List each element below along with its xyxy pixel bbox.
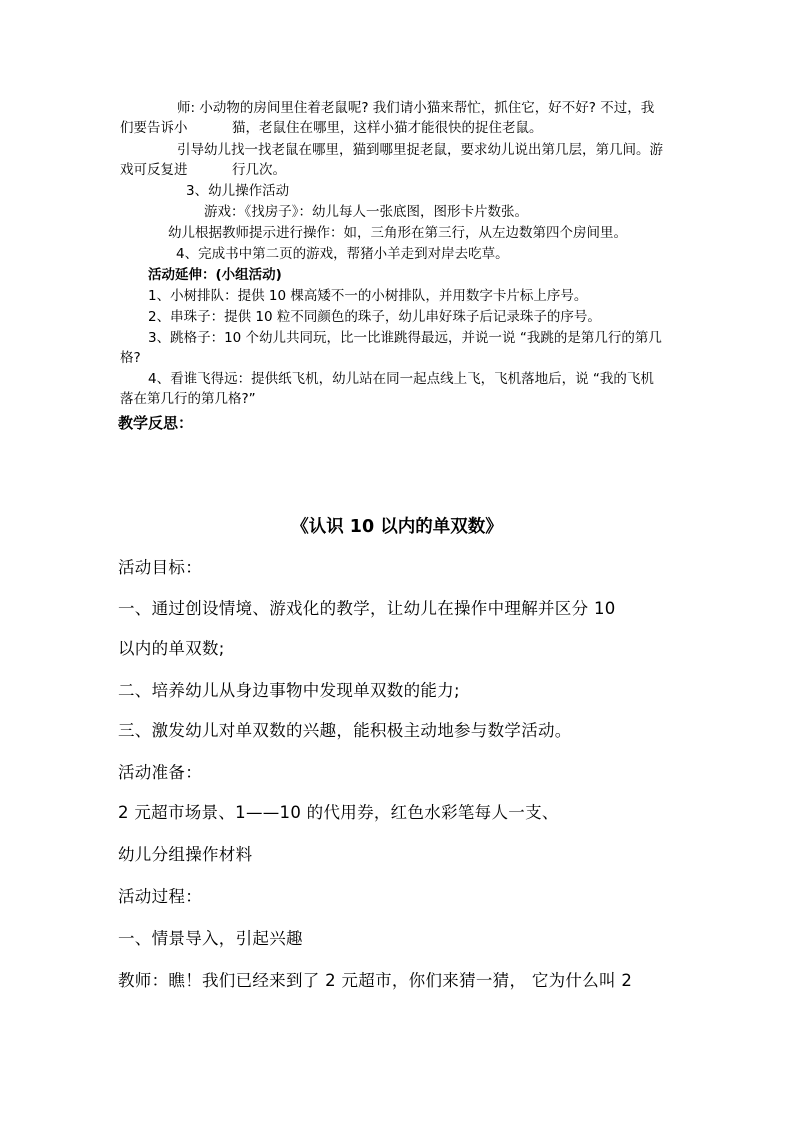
lesson-title: 《认识 10 以内的单双数》 [291, 517, 503, 537]
teacher-dialogue: 教师：瞧！我们已经来到了 2 元超市，你们来猜一猜， 它为什么叫 2 [118, 971, 633, 990]
extension-item-2: 2、串珠子：提供 10 粒不同颜色的珠子，幼儿串好珠子后记录珠子的序号。 [148, 309, 601, 325]
reflection-heading: 教学反思： [118, 414, 194, 432]
game-description: 游戏：《找房子》：幼儿每人一张底图，图形卡片数张。 [204, 204, 528, 220]
paragraph-teacher-line2a: 们要告诉小 [120, 120, 188, 136]
paragraph-guide-line2a: 戏可反复进 [120, 162, 188, 178]
process-heading: 活动过程： [118, 887, 202, 906]
preparation-item-2: 幼儿分组操作材料 [118, 845, 253, 864]
process-step-1: 一、情景导入，引起兴趣 [118, 929, 303, 948]
step-4-description: 4、完成书中第二页的游戏，帮猪小羊走到对岸去吃草。 [176, 246, 509, 262]
step-3-heading: 3、幼儿操作活动 [186, 183, 290, 199]
paragraph-guide-line2b: 行几次。 [232, 162, 286, 178]
goal-3: 三、激发幼儿对单双数的兴趣，能积极主动地参与数学活动。 [118, 721, 572, 740]
paragraph-teacher-line2b: 猫，老鼠住在哪里，这样小猫才能很快的捉住老鼠。 [232, 120, 543, 136]
goal-1-line2: 以内的单双数; [118, 639, 225, 658]
goals-heading: 活动目标： [118, 558, 202, 577]
paragraph-guide-line1: 引导幼儿找一找老鼠在哪里，猫到哪里捉老鼠，要求幼儿说出第几层，第几间。游 [177, 142, 663, 158]
extension-item-3-line1: 3、跳格子：10 个幼儿共同玩，比一比谁跳得最远，并说一说 “我跳的是第几行的第几 [148, 330, 662, 346]
paragraph-teacher-line1: 师: 小动物的房间里住着老鼠呢? 我们请小猫来帮忙，抓住它，好不好? 不过，我 [177, 100, 655, 116]
preparation-heading: 活动准备： [118, 763, 202, 782]
extension-heading: 活动延伸：(小组活动) [148, 267, 282, 283]
goal-2: 二、培养幼儿从身边事物中发现单双数的能力; [118, 681, 460, 700]
preparation-item-1: 2 元超市场景、1——10 的代用券，红色水彩笔每人一支、 [118, 803, 559, 822]
extension-item-3-line2: 格? [120, 350, 141, 366]
extension-item-4-line1: 4、看谁飞得远：提供纸飞机，幼儿站在同一起点线上飞，飞机落地后，说 “我的飞机 [148, 371, 654, 387]
operation-description: 幼儿根据教师提示进行操作：如，三角形在第三行，从左边数第四个房间里。 [168, 225, 627, 241]
extension-item-4-line2: 落在第几行的第几格?” [120, 391, 256, 407]
extension-item-1: 1、小树排队：提供 10 棵高矮不一的小树排队，并用数字卡片标上序号。 [148, 288, 588, 304]
goal-1-line1: 一、通过创设情境、游戏化的教学，让幼儿在操作中理解并区分 10 [118, 599, 616, 618]
